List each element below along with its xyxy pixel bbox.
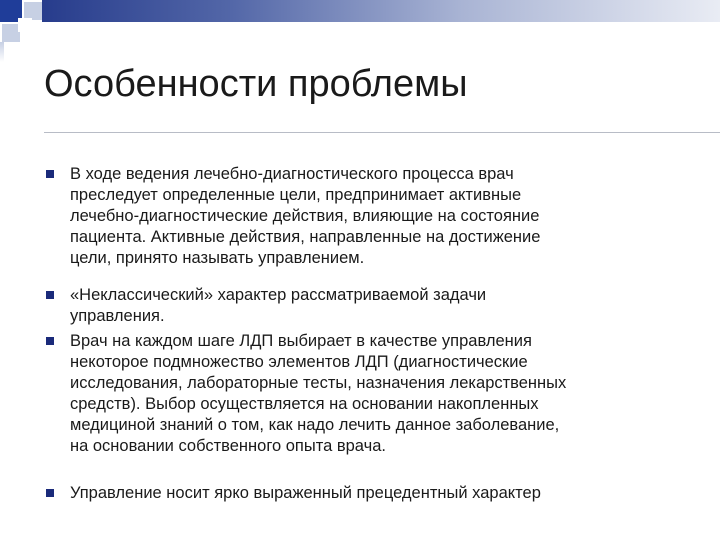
decor-square-white [18, 18, 32, 32]
bullet-item [46, 483, 686, 504]
bullet-text: В ходе ведения лечебно-диагностического процесса врач преследует определенные цели, предпринимает активные лечебно-диагностические действия, влияющие на состояние пациента. Активные действия, направленные на достижение цели, принято называть управлением. [70, 165, 541, 267]
square-bullet-icon [46, 489, 54, 497]
bullet-item [46, 331, 686, 457]
square-bullet-icon [46, 291, 54, 299]
bullet-text: Врач на каждом шаге ЛДП выбирает в качестве управления некоторое подмножество элементов ЛДП (диагностические исследования, лабораторные тесты, назначения лекарственных средств). Выбор осуществляется на основании накопленных медициной знаний о том, как надо лечить данное заболевание, на основании собственного опыта врача. [70, 332, 567, 455]
bullet-text: Управление носит ярко выраженный прецедентный характер [70, 484, 541, 502]
bullet-item [46, 285, 686, 327]
bullet-item [46, 164, 686, 269]
bullet-text: «Неклассический» характер рассматриваемой задачи управления. [70, 286, 487, 325]
title-divider [44, 132, 720, 133]
decor-side-strip [0, 42, 4, 62]
square-bullet-icon [46, 337, 54, 345]
header-gradient-bar [42, 0, 720, 22]
square-bullet-icon [46, 170, 54, 178]
slide-title: Особенности проблемы [44, 63, 468, 105]
